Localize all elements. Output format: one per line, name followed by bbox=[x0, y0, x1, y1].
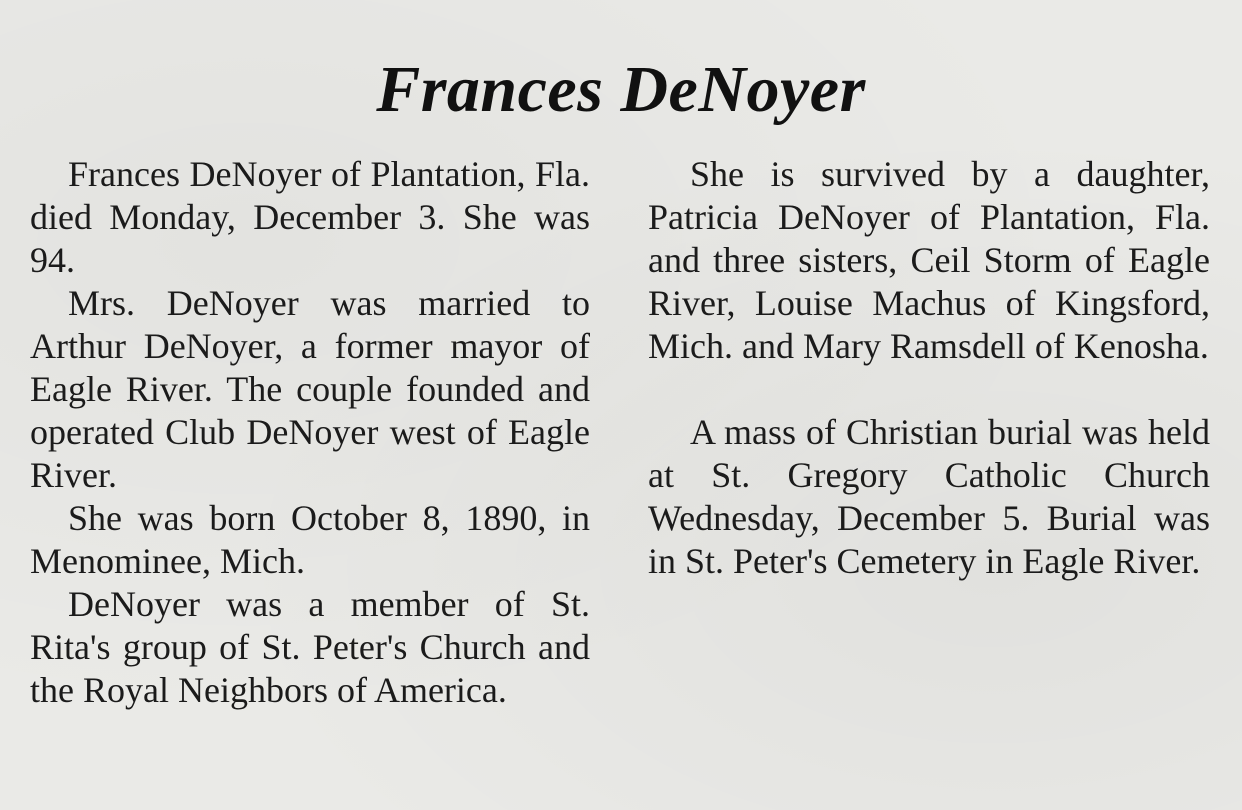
paragraph-marriage: Mrs. DeNoyer was married to Arthur DeNoyer, a former mayor of Eagle River. The couple founded and operated Club DeNoyer west of Eagle River. bbox=[30, 283, 590, 495]
right-column bbox=[648, 153, 1210, 583]
paragraph-membership: DeNoyer was a member of St. Rita's group of St. Peter's Church and the Royal Neighbors of America. bbox=[30, 584, 590, 710]
obituary-title: Frances DeNoyer bbox=[376, 53, 866, 126]
paragraph-death-notice: Frances DeNoyer of Plantation, Fla. died Monday, December 3. She was 94. bbox=[30, 154, 590, 280]
paragraph-survivors: She is survived by a daughter, Patricia DeNoyer of Plantation, Fla. and three sisters, Ceil Storm of Eagle River, Louise Machus of Kingsford, Mich. and Mary Ramsdell of Kenosha. bbox=[648, 154, 1210, 366]
left-column bbox=[30, 153, 590, 712]
paragraph-birth: She was born October 8, 1890, in Menominee, Mich. bbox=[30, 498, 590, 581]
paragraph-funeral: A mass of Christian burial was held at St. Gregory Catholic Church Wednesday, December 5. Burial was in St. Peter's Cemetery in Eagle River. bbox=[648, 412, 1210, 581]
